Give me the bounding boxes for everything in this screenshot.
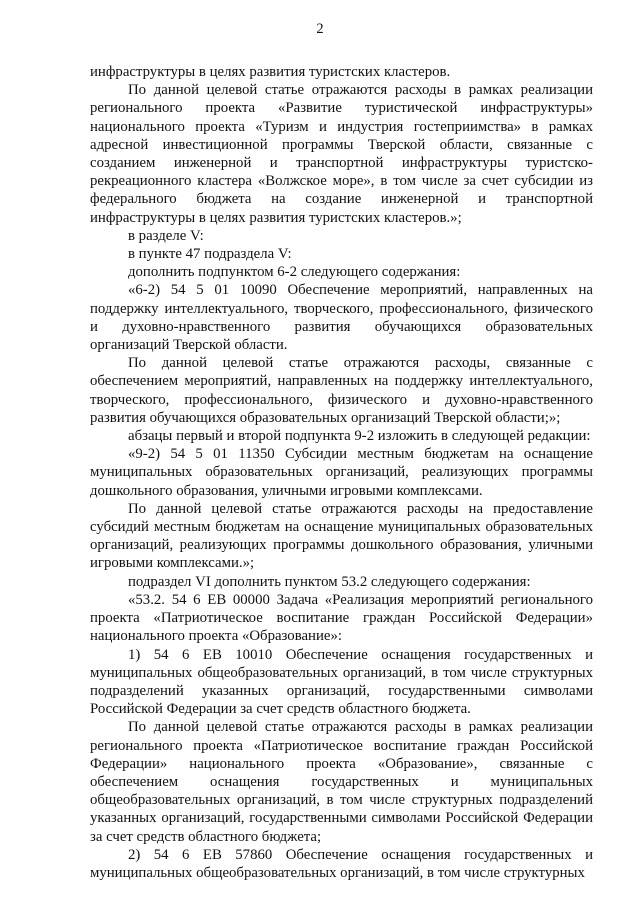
paragraph: «6-2) 54 5 01 10090 Обеспечение мероприятий, направленных на поддержку интеллектуального, творческого, профессионального, физического и духовно-нравственного развития обучающихся образовательных организаций Тверской области.: [90, 282, 593, 354]
paragraph: в пункте 47 подраздела V:: [128, 246, 292, 263]
paragraph: По данной целевой статье отражаются расходы, связанные с обеспечением мероприятий, направленных на поддержку интеллектуального, творческого, профессионального, физического и духовно-нравственного развития обучающихся образовательных организаций Тверской области;»;: [90, 355, 593, 426]
paragraph: в разделе V:: [128, 227, 204, 244]
paragraph: По данной целевой статье отражаются расходы в рамках реализации регионального проекта «Развитие туристической инфраструктуры» национального проекта «Туризм и индустрия гостеприимства» в рамках адресной инвестиционной программы Тверской области, связанные с созданием инженерной и транспортной инфраструктуры туристско-рекреационного кластера «Волжское море», в том числе за счет субсидии из федерального бюджета на создание инженерной и транспортной инфраструктуры в целях развития туристских кластеров.»;: [90, 82, 593, 226]
paragraph: По данной целевой статье отражаются расходы в рамках реализации регионального проекта «Патриотическое воспитание граждан Российской Федерации» национального проекта «Образование», связанные с обеспечением оснащения государственных и муниципальных общеобразовательных организаций, в том числе структурных подразделений указанных организаций, государственными символами Российской Федерации за счет средств областного бюджета;: [90, 719, 593, 845]
paragraph: инфраструктуры в целях развития туристских кластеров.: [90, 64, 451, 80]
page-number: 2: [316, 21, 324, 37]
paragraph: «9-2) 54 5 01 11350 Субсидии местным бюджетам на оснащение муниципальных образовательных организаций, реализующих программы дошкольного образования, уличными игровыми комплексами.: [90, 446, 593, 499]
paragraph: 2) 54 6 ЕВ 57860 Обеспечение оснащения государственных и муниципальных общеобразовательных организаций, в том числе структурных: [90, 846, 593, 881]
paragraph: «53.2. 54 6 ЕВ 00000 Задача «Реализация мероприятий регионального проекта «Патриотическое воспитание граждан Российской Федерации» национального проекта «Образование»:: [90, 591, 593, 645]
paragraph: абзацы первый и второй подпункта 9-2 изложить в следующей редакции:: [128, 428, 591, 445]
paragraph: По данной целевой статье отражаются расходы на предоставление субсидий местным бюджетам на оснащение муниципальных образовательных организаций, реализующих программы дошкольного образования, уличными игровыми комплексами.»;: [90, 500, 593, 572]
document-body: [90, 63, 593, 882]
paragraph: дополнить подпунктом 6-2 следующего содержания:: [128, 264, 461, 281]
paragraph: подраздел VI дополнить пунктом 53.2 следующего содержания:: [128, 573, 531, 590]
paragraph: 1) 54 6 ЕВ 10010 Обеспечение оснащения государственных и муниципальных общеобразовательных организаций, в том числе структурных подразделений указанных организаций, государственными символами Российской Федерации за счет средств областного бюджета.: [90, 646, 593, 718]
